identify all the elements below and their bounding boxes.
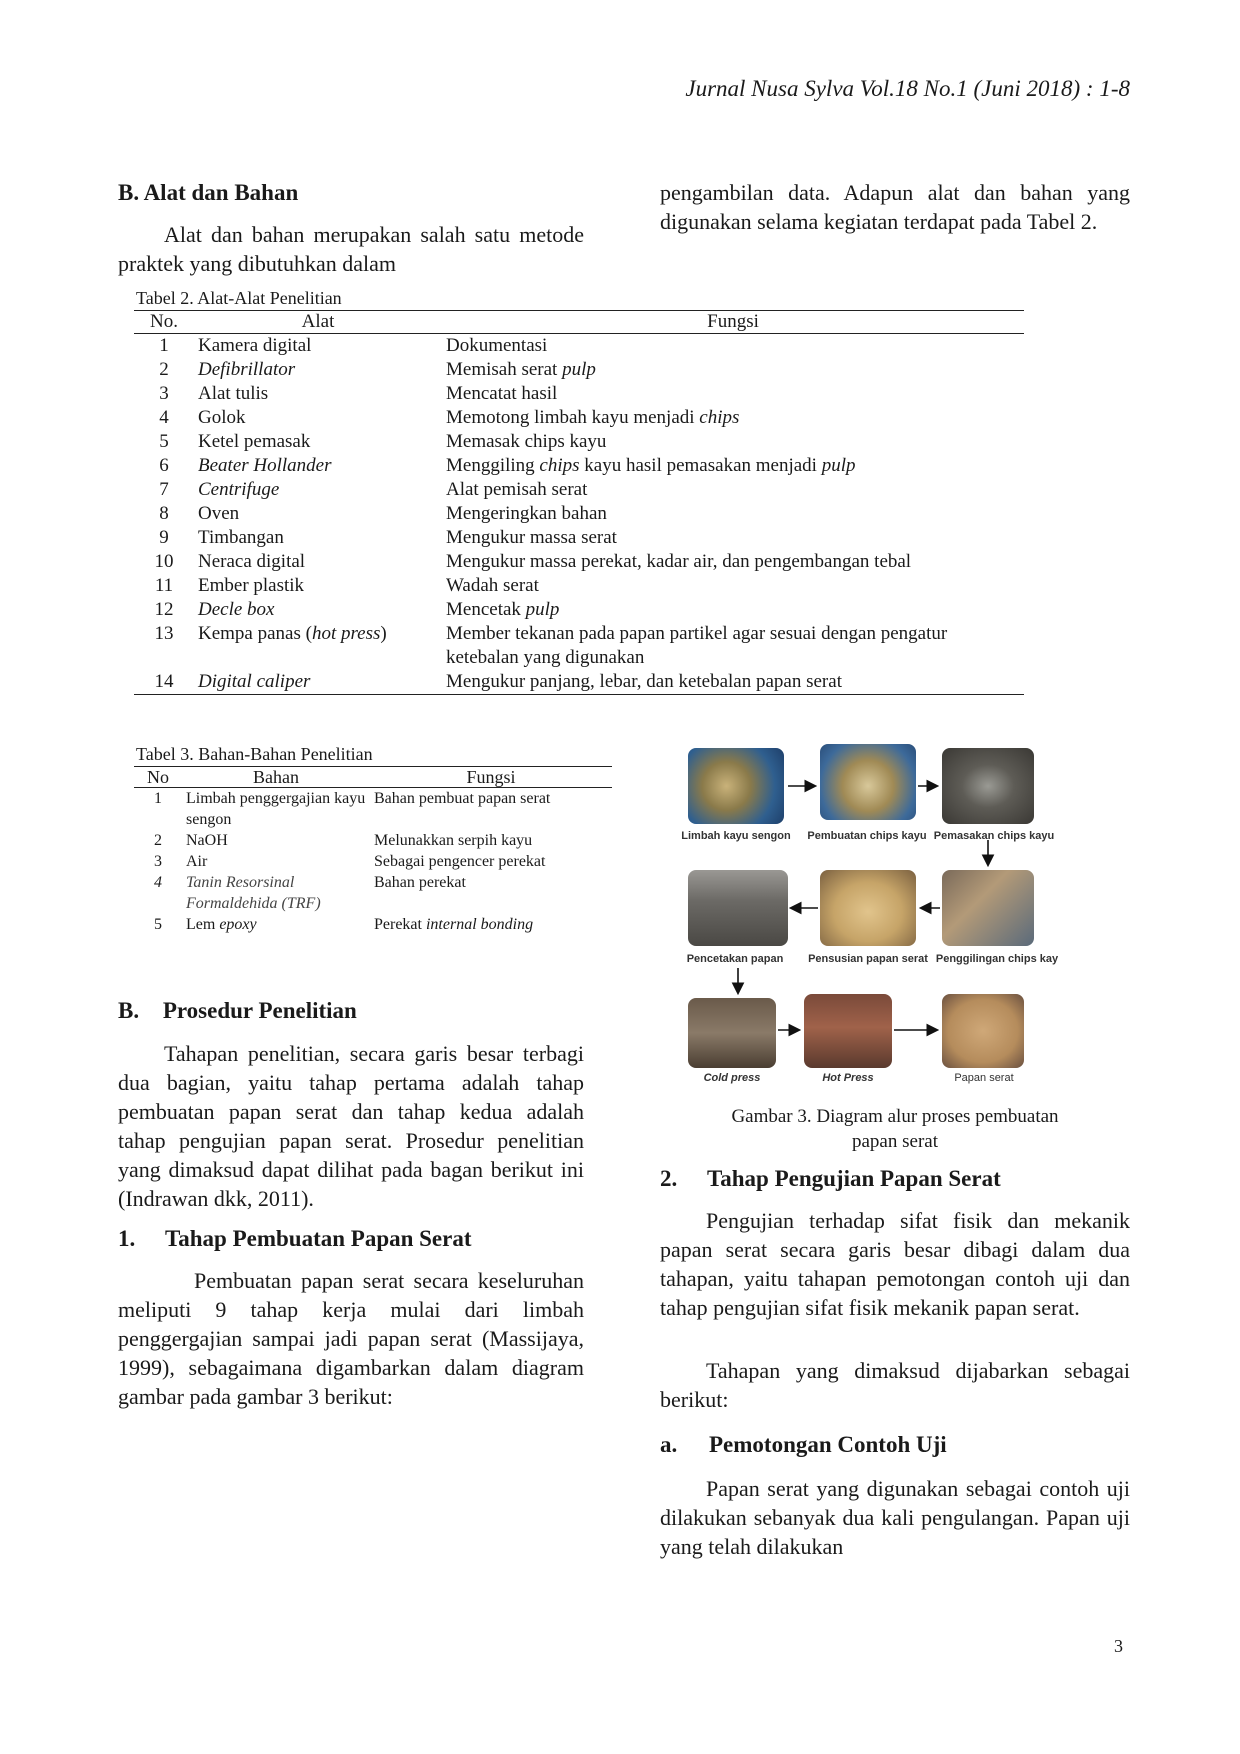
table3 bbox=[134, 766, 612, 935]
row-no: 10 bbox=[154, 551, 174, 572]
table-row bbox=[134, 478, 1024, 502]
heading-text: Prosedur Penelitian bbox=[162, 998, 357, 1023]
row-bahan bbox=[182, 914, 370, 935]
row-no: 1 bbox=[154, 790, 162, 807]
row-alat: Timbangan bbox=[198, 527, 284, 548]
table-row bbox=[134, 830, 612, 851]
row-alat: Oven bbox=[198, 503, 240, 524]
fungsi-text: Memotong limbah kayu menjadi bbox=[446, 407, 700, 428]
row-fungsi: Bahan pembuat papan serat bbox=[374, 790, 551, 807]
paragraph-pengujian-1: Pengujian terhadap sifat fisik dan mekanik papan serat secara garis besar dibagi dalam dua tahapan, yaitu tahapan pemotongan contoh uji dan tahap pengujian sifat fisik mekanik papan serat. bbox=[660, 1208, 1130, 1320]
paragraph-pemotongan: Papan serat yang digunakan sebagai contoh uji dilakukan sebanyak dua kali pengulangan. Papan uji yang telah dilakukan bbox=[660, 1476, 1130, 1559]
row-no: 8 bbox=[159, 503, 169, 524]
heading-number: 2. bbox=[660, 1166, 678, 1191]
row-fungsi bbox=[442, 406, 1024, 430]
row-alat: Alat tulis bbox=[198, 383, 269, 404]
label-cold-press: Cold press bbox=[703, 1072, 761, 1084]
row-fungsi: Mengukur panjang, lebar, dan ketebalan papan serat bbox=[446, 671, 842, 692]
paragraph-alat-bahan-cont: pengambilan data. Adapun alat dan bahan yang digunakan selama kegiatan terdapat pada Tabel 2. bbox=[660, 180, 1130, 234]
row-fungsi: Memasak chips kayu bbox=[446, 431, 607, 452]
row-fungsi bbox=[442, 598, 1024, 622]
row-no: 5 bbox=[159, 431, 169, 452]
row-alat: Neraca digital bbox=[198, 551, 306, 572]
row-fungsi bbox=[370, 914, 612, 935]
row-no: 4 bbox=[154, 874, 162, 891]
row-fungsi: Mengeringkan bahan bbox=[446, 503, 607, 524]
table-row bbox=[134, 670, 1024, 695]
fungsi-italic: pulp bbox=[525, 599, 560, 620]
table2-caption: Tabel 2. Alat-Alat Penelitian bbox=[136, 288, 342, 308]
table-row bbox=[134, 502, 1024, 526]
row-alat: Golok bbox=[198, 407, 246, 428]
row-no: 3 bbox=[154, 853, 162, 870]
alat-text: Kempa panas ( bbox=[198, 623, 312, 644]
row-fungsi: Wadah serat bbox=[446, 575, 539, 596]
table3-caption: Tabel 3. Bahan-Bahan Penelitian bbox=[136, 744, 373, 764]
fungsi-text: kayu hasil pemasakan menjadi bbox=[579, 455, 822, 476]
row-fungsi: Melunakkan serpih kayu bbox=[374, 832, 533, 849]
figure3-diagram bbox=[680, 740, 1100, 1100]
table-row bbox=[134, 872, 612, 914]
heading-text: Tahap Pengujian Papan Serat bbox=[707, 1166, 1001, 1191]
table-row bbox=[134, 851, 612, 872]
table3-header-bahan: Bahan bbox=[253, 767, 299, 787]
row-fungsi: Alat pemisah serat bbox=[446, 479, 588, 500]
row-alat: Centrifuge bbox=[198, 479, 280, 500]
row-fungsi: Mengukur massa perekat, kadar air, dan pengembangan tebal bbox=[446, 551, 912, 572]
row-no: 5 bbox=[154, 916, 162, 933]
row-no: 6 bbox=[159, 455, 169, 476]
row-bahan: Tanin Resorsinal Formaldehida (TRF) bbox=[186, 874, 321, 912]
bahan-italic: epoxy bbox=[219, 916, 257, 933]
fungsi-text: Perekat bbox=[374, 916, 426, 933]
row-no: 9 bbox=[159, 527, 169, 548]
label-pensusian-papan: Pensusian papan serat bbox=[808, 953, 928, 965]
row-bahan: Limbah penggergajian kayu sengon bbox=[186, 790, 366, 828]
row-alat: Ketel pemasak bbox=[198, 431, 311, 452]
heading-number: 1. bbox=[118, 1226, 136, 1251]
label-pembuatan-chips: Pembuatan chips kayu bbox=[807, 830, 927, 842]
row-fungsi: Dokumentasi bbox=[446, 335, 548, 356]
bahan-text: Lem bbox=[186, 916, 220, 933]
fungsi-italic: internal bonding bbox=[425, 916, 534, 933]
fungsi-italic: pulp bbox=[562, 359, 596, 380]
table2-header-row bbox=[134, 311, 1024, 334]
label-limbah-kayu: Limbah kayu sengon bbox=[681, 830, 791, 842]
row-no: 3 bbox=[159, 383, 169, 404]
alat-text: ) bbox=[380, 623, 387, 644]
row-fungsi: Mengukur massa serat bbox=[446, 527, 617, 548]
label-pemasakan-chips: Pemasakan chips kayu bbox=[933, 830, 1055, 842]
label-hot-press: Hot Press bbox=[822, 1072, 874, 1084]
page-number: 3 bbox=[1114, 1636, 1123, 1656]
row-no: 4 bbox=[159, 407, 169, 428]
table-row bbox=[134, 430, 1024, 454]
paragraph-prosedur: Tahapan penelitian, secara garis besar terbagi dua bagian, yaitu tahap pertama adalah tahap pembuatan papan serat dan tahap kedua adalah tahap pengujian papan serat. Prosedur penelitian yang dimaksud dapat dilihat pada bagan berikut ini (Indrawan dkk, 2011). bbox=[118, 1041, 584, 1211]
row-fungsi: Member tekanan pada papan partikel agar sesuai dengan pengatur ketebalan yang digunakan bbox=[446, 623, 948, 668]
row-alat bbox=[194, 622, 442, 670]
table-row bbox=[134, 622, 1024, 670]
table-row bbox=[134, 574, 1024, 598]
row-no: 2 bbox=[159, 359, 169, 380]
paragraph-alat-bahan: Alat dan bahan merupakan salah satu metode praktek yang dibutuhkan dalam bbox=[118, 222, 584, 276]
paragraph-pengujian-2: Tahapan yang dimaksud dijabarkan sebagai berikut: bbox=[660, 1358, 1130, 1412]
label-papan-serat: Papan serat bbox=[954, 1072, 1014, 1084]
row-no: 1 bbox=[159, 335, 169, 356]
table-row bbox=[134, 454, 1024, 478]
fungsi-italic: chips bbox=[539, 455, 580, 476]
row-alat: Kamera digital bbox=[198, 335, 312, 356]
section-heading-pengujian bbox=[660, 1166, 1001, 1192]
section-heading-prosedur bbox=[118, 998, 357, 1024]
heading-number: a. bbox=[660, 1432, 678, 1457]
row-alat: Defibrillator bbox=[198, 359, 296, 380]
figure3-caption bbox=[660, 1104, 1130, 1154]
row-bahan: Air bbox=[186, 853, 208, 870]
fungsi-text: Memisah serat bbox=[446, 359, 563, 380]
table-row bbox=[134, 334, 1024, 359]
table-row bbox=[134, 358, 1024, 382]
row-fungsi: Mencatat hasil bbox=[446, 383, 558, 404]
row-fungsi: Bahan perekat bbox=[374, 874, 466, 891]
heading-text: Pemotongan Contoh Uji bbox=[709, 1432, 947, 1457]
table-row bbox=[134, 550, 1024, 574]
fungsi-italic: pulp bbox=[821, 455, 856, 476]
table-row bbox=[134, 788, 612, 831]
row-no: 13 bbox=[154, 623, 174, 644]
table-row bbox=[134, 598, 1024, 622]
row-no: 7 bbox=[159, 479, 169, 500]
heading-text: Tahap Pembuatan Papan Serat bbox=[165, 1226, 472, 1251]
fungsi-italic: chips bbox=[699, 407, 740, 428]
section-heading-pembuatan bbox=[118, 1226, 472, 1252]
table3-header-row bbox=[134, 767, 612, 788]
table2-header-fungsi: Fungsi bbox=[707, 311, 759, 332]
table2-header-no: No. bbox=[150, 311, 178, 332]
row-no: 12 bbox=[154, 599, 174, 620]
row-no: 2 bbox=[154, 832, 162, 849]
section-heading-pemotongan bbox=[660, 1432, 947, 1458]
row-bahan: NaOH bbox=[186, 832, 228, 849]
table3-header-no: No bbox=[147, 767, 169, 787]
heading-number: B. bbox=[118, 998, 140, 1023]
fungsi-text: Menggiling bbox=[446, 455, 540, 476]
row-no: 14 bbox=[154, 671, 174, 692]
label-penggilingan-chips: Penggilingan chips kay bbox=[935, 953, 1059, 965]
row-alat: Decle box bbox=[198, 599, 275, 620]
row-fungsi bbox=[442, 358, 1024, 382]
row-alat: Digital caliper bbox=[198, 671, 311, 692]
table-row bbox=[134, 914, 612, 935]
figure3-caption-line1: Gambar 3. Diagram alur proses pembuatan bbox=[731, 1106, 1059, 1127]
table-row bbox=[134, 526, 1024, 550]
row-fungsi bbox=[442, 454, 1024, 478]
journal-header: Jurnal Nusa Sylva Vol.18 No.1 (Juni 2018) : 1-8 bbox=[685, 76, 1130, 101]
row-alat: Beater Hollander bbox=[198, 455, 332, 476]
figure3-caption-line2: papan serat bbox=[852, 1131, 938, 1152]
section-heading-alat-bahan: B. Alat dan Bahan bbox=[118, 180, 299, 205]
alat-italic: hot press bbox=[311, 623, 381, 644]
label-pencetakan-papan: Pencetakan papan bbox=[686, 953, 784, 965]
table2 bbox=[134, 310, 1024, 695]
paragraph-pembuatan: Pembuatan papan serat secara keseluruhan meliputi 9 tahap kerja mulai dari limbah penggergajian sampai jadi papan serat (Massijaya, 1999), sebagaimana digambarkan dalam diagram gambar pada gambar 3 berikut: bbox=[118, 1268, 584, 1409]
fungsi-text: Mencetak bbox=[446, 599, 526, 620]
table2-header-alat: Alat bbox=[301, 311, 335, 332]
table-row bbox=[134, 406, 1024, 430]
row-fungsi: Sebagai pengencer perekat bbox=[374, 853, 546, 870]
row-no: 11 bbox=[154, 575, 174, 596]
figure3-arrows bbox=[680, 740, 1100, 1100]
row-alat: Ember plastik bbox=[198, 575, 305, 596]
table-row bbox=[134, 382, 1024, 406]
table3-header-fungsi: Fungsi bbox=[466, 767, 516, 787]
